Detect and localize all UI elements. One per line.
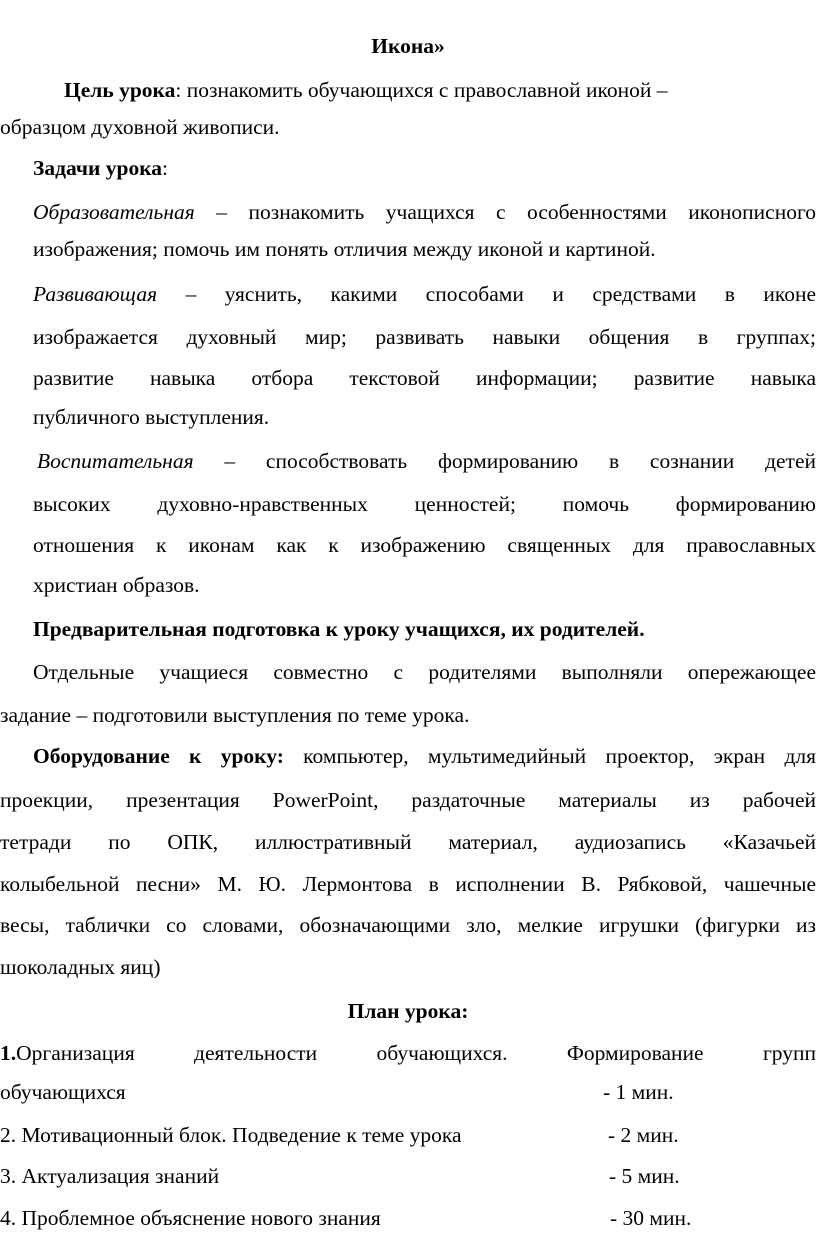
task-upbringing-line-2: высоких духовно-нравственных ценностей; помочь формированию	[33, 492, 816, 516]
task-developing-line-3: развитие навыка отбора текстовой информации; развитие навыка	[33, 366, 816, 390]
plan-item-4-duration: - 30 мин.	[610, 1206, 692, 1230]
plan-item-1-line-1: 1.Организация деятельности обучающихся. Формирование групп	[0, 1041, 816, 1065]
task-developing-line-1: Развивающая – уяснить, какими способами и средствами в иконе	[33, 282, 816, 306]
task-upbringing-line-3: отношения к иконам как к изображению священных для православных	[33, 533, 816, 557]
plan-item-4: 4. Проблемное объяснение нового знания	[0, 1206, 381, 1230]
goal-text: познакомить обучающихся с православной иконой –	[181, 78, 668, 102]
preparation-line-1: Отдельные учащиеся совместно с родителями выполняли опережающее	[33, 660, 816, 684]
task-educational-name: Образовательная	[33, 200, 195, 224]
goal-line-1: Цель урока: познакомить обучающихся с православной иконой –	[64, 78, 668, 102]
equipment-line-1: Оборудование к уроку: компьютер, мультимедийный проектор, экран для	[33, 744, 816, 768]
preparation-heading: Предварительная подготовка к уроку учащихся, их родителей.	[33, 617, 645, 641]
plan-item-3-duration: - 5 мин.	[609, 1164, 680, 1188]
equipment-line-2: проекции, презентация PowerPoint, раздаточные материалы из рабочей	[0, 788, 816, 812]
equipment-line-4: колыбельной песни» М. Ю. Лермонтова в исполнении В. Рябковой, чашечные	[0, 872, 816, 896]
task-educational-line-1: Образовательная – познакомить учащихся с особенностями иконописного	[33, 200, 816, 224]
plan-item-1-duration: - 1 мин.	[603, 1080, 674, 1104]
task-developing-line-4: публичного выступления.	[33, 405, 270, 429]
plan-heading: План урока:	[347, 999, 469, 1023]
tasks-heading: Задачи урока:	[33, 156, 169, 180]
equipment-line-5: весы, таблички со словами, обозначающими зло, мелкие игрушки (фигурки из	[0, 913, 816, 937]
page-title	[0, 34, 816, 58]
equipment-line-6: шоколадных яиц)	[0, 955, 161, 979]
plan-item-1-line-2: обучающихся	[0, 1080, 126, 1104]
goal-line-2: образцом духовной живописи.	[0, 115, 280, 139]
plan-item-2: 2. Мотивационный блок. Подведение к теме урока	[0, 1123, 462, 1147]
task-upbringing-line-4: христиан образов.	[33, 573, 200, 597]
task-upbringing-line-1: Воспитательная – способствовать формированию в сознании детей	[37, 449, 816, 473]
task-educational-line-2: изображения; помочь им понять отличия между иконой и картиной.	[33, 237, 656, 261]
plan-item-1-number: 1.	[0, 1041, 17, 1065]
task-developing-line-2: изображается духовный мир; развивать навыки общения в группах;	[33, 325, 816, 349]
plan-item-3: 3. Актуализация знаний	[0, 1164, 220, 1188]
title-text: Икона»	[371, 34, 445, 58]
goal-label: Цель урока	[64, 78, 176, 102]
equipment-line-3: тетради по ОПК, иллюстративный материал, аудиозапись «Казачьей	[0, 830, 816, 854]
equipment-label: Оборудование к уроку:	[33, 744, 284, 768]
task-upbringing-name: Воспитательная	[37, 449, 194, 473]
tasks-label: Задачи урока	[33, 156, 163, 180]
task-developing-name: Развивающая	[33, 282, 158, 306]
preparation-line-2: задание – подготовили выступления по теме урока.	[0, 703, 470, 727]
plan-item-2-duration: - 2 мин.	[608, 1123, 679, 1147]
